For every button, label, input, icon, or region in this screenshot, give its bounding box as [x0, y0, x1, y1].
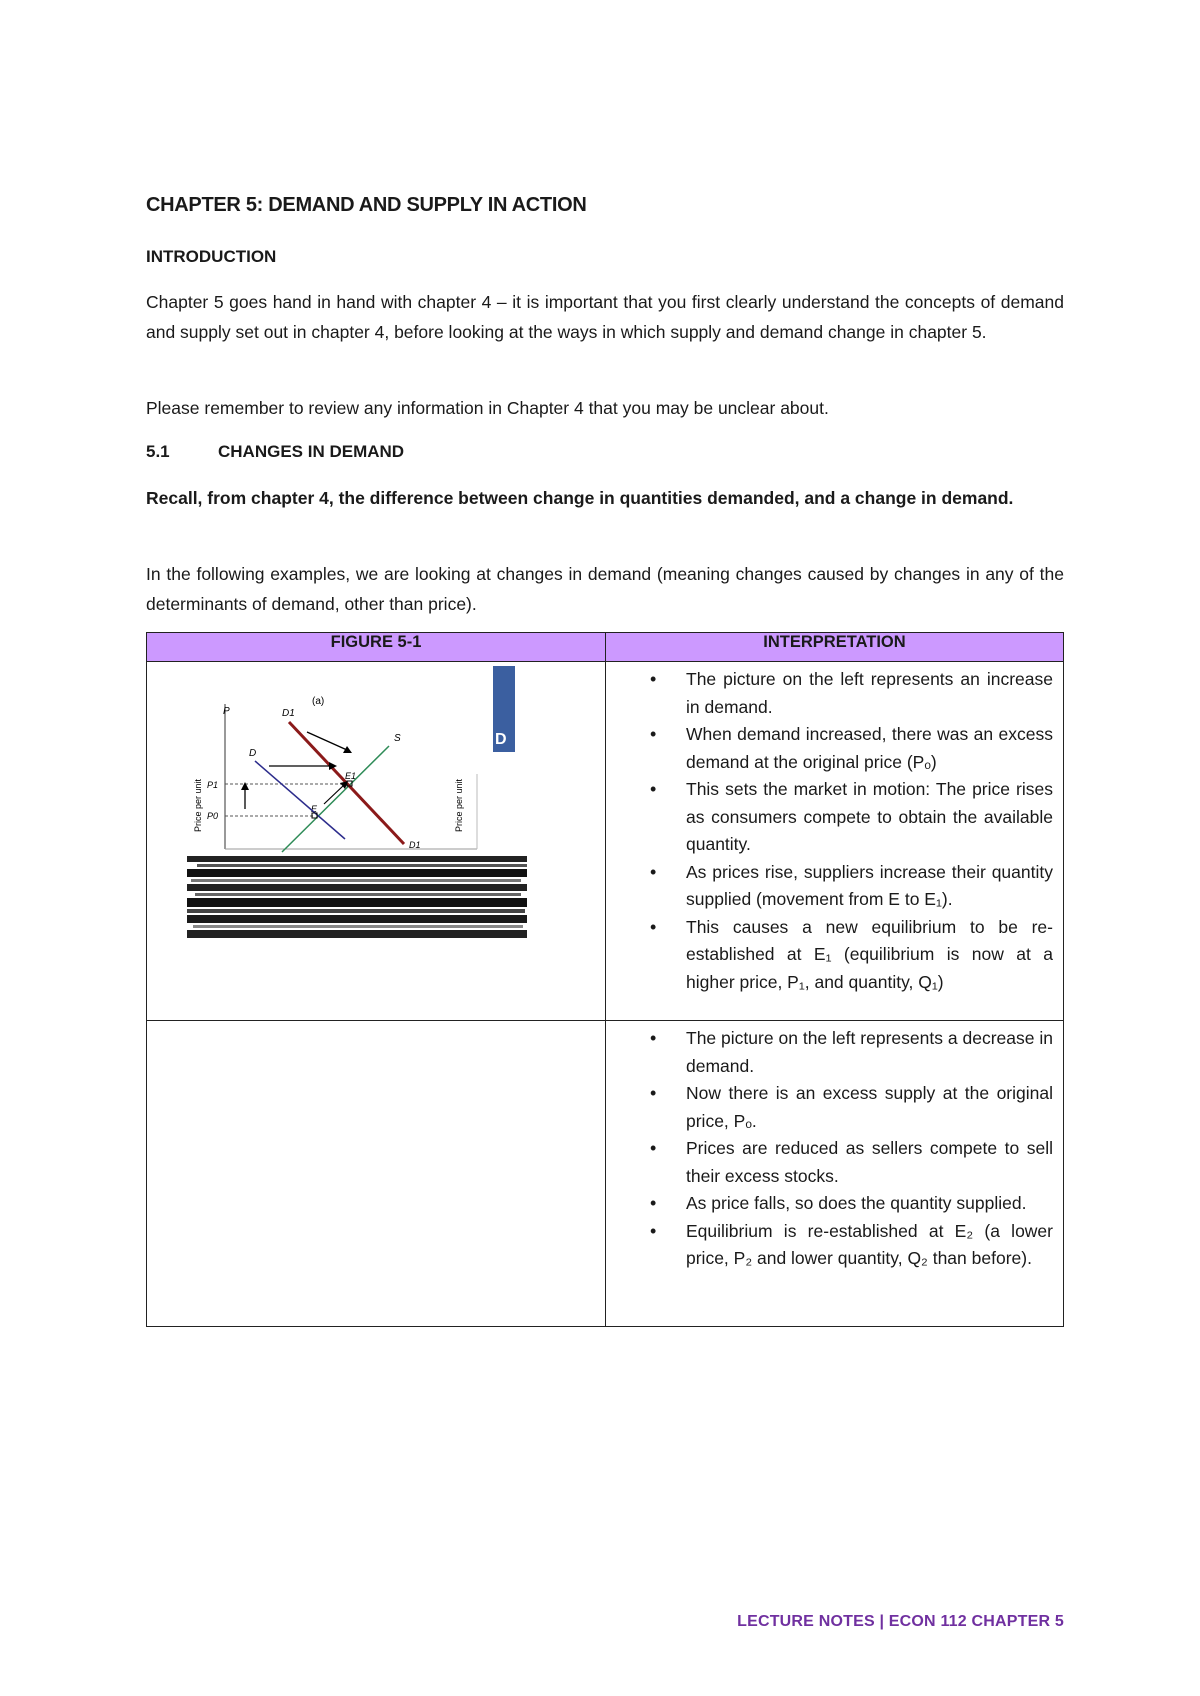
interpretation-cell-1	[606, 662, 1064, 1021]
list-item: • When demand increased, there was an excess demand at the original price (Pₒ)	[606, 721, 1053, 776]
d-label: D	[249, 748, 257, 759]
intro-paragraph-2: Please remember to review any information in Chapter 4 that you may be unclear about.	[146, 398, 829, 418]
p-axis-label: P	[223, 706, 230, 717]
header-figure: FIGURE 5-1	[147, 633, 606, 662]
examples-paragraph: In the following examples, we are looking at changes in demand (meaning changes caused by changes in any of the determinants of demand, other than price).	[146, 564, 1064, 614]
recall-paragraph: Recall, from chapter 4, the difference between change in quantities demanded, and a change in demand.	[146, 488, 1014, 508]
scan-artifact	[187, 856, 527, 938]
page-footer: LECTURE NOTES | ECON 112 CHAPTER 5	[737, 1613, 1064, 1630]
section-heading	[146, 442, 404, 462]
interpretation-list-2	[606, 1021, 1063, 1277]
list-item: • This sets the market in motion: The price rises as consumers compete to obtain the available quantity.	[606, 776, 1053, 859]
figure-cell	[147, 662, 606, 1021]
section-number: 5.1	[146, 442, 170, 461]
interpretation-list-1	[606, 662, 1063, 1000]
table-header-row	[147, 633, 1064, 662]
supply-demand-diagram	[187, 664, 567, 954]
chapter-title: CHAPTER 5: DEMAND AND SUPPLY IN ACTION	[146, 194, 587, 216]
list-item: • The picture on the left represents an increase in demand.	[606, 666, 1053, 721]
interpretation-cell-2	[606, 1021, 1064, 1327]
empty-figure-cell	[147, 1021, 606, 1327]
introduction-heading: INTRODUCTION	[146, 247, 277, 266]
list-item: • Now there is an excess supply at the original price, Pₒ.	[606, 1080, 1053, 1135]
list-item: • The picture on the left represents a decrease in demand.	[606, 1025, 1053, 1080]
d1-bottom-label: D1	[409, 840, 421, 850]
figure-table	[146, 632, 1064, 1327]
header-interpretation: INTERPRETATION	[606, 633, 1064, 662]
list-item: • As price falls, so does the quantity supplied.	[606, 1190, 1053, 1218]
y-axis-label: Price per unit	[193, 778, 203, 832]
list-item: • This causes a new equilibrium to be re-established at E₁ (equilibrium is now at a higher price, P₁, and quantity, Q₁)	[606, 914, 1053, 997]
table-row	[147, 662, 1064, 1021]
y-axis-label-2: Price per unit	[454, 778, 464, 832]
p1-label: P1	[207, 780, 219, 790]
section-title: CHANGES IN DEMAND	[218, 442, 405, 461]
e-label: E	[311, 804, 318, 814]
s-label: S	[394, 733, 401, 744]
e1-label: E1	[345, 771, 357, 781]
table-row	[147, 1021, 1064, 1327]
panel-label: (a)	[312, 696, 325, 707]
list-item: • Equilibrium is re-established at E₂ (a lower price, P₂ and lower quantity, Q₂ than before).	[606, 1218, 1053, 1273]
list-item: • As prices rise, suppliers increase their quantity supplied (movement from E to E₁).	[606, 859, 1053, 914]
logo-letter: D	[495, 731, 507, 748]
intro-paragraph-1: Chapter 5 goes hand in hand with chapter 4 – it is important that you first clearly understand the concepts of demand and supply set out in chapter 4, before looking at the ways in which supply and demand change in chapter 5.	[146, 292, 1064, 342]
p0-label: P0	[207, 811, 219, 821]
list-item: • Prices are reduced as sellers compete to sell their excess stocks.	[606, 1135, 1053, 1190]
d1-label: D1	[282, 708, 295, 719]
demand-curve	[255, 761, 345, 839]
